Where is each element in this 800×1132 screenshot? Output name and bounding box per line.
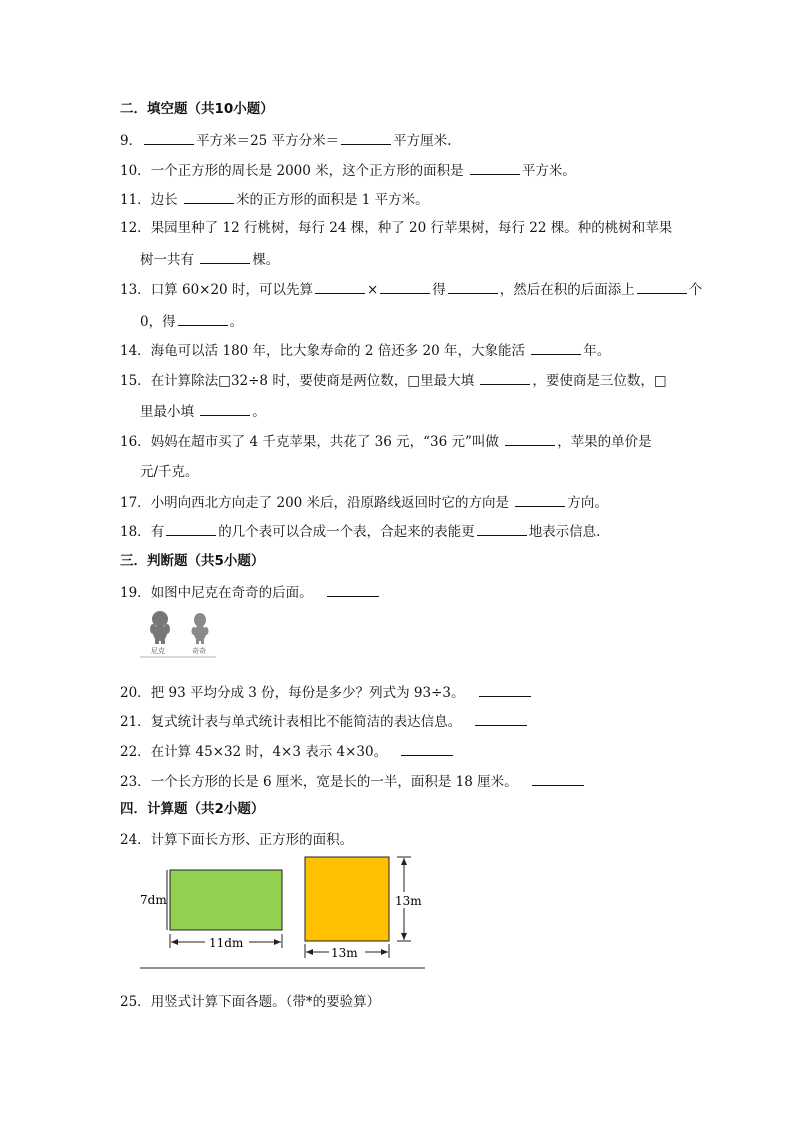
arrow-down-icon <box>401 933 407 940</box>
answer-blank[interactable] <box>515 493 565 507</box>
section-calc-heading: 四．计算题（共2小题） <box>120 801 265 817</box>
question-10 <box>120 161 576 180</box>
nick-figure-icon <box>150 611 170 644</box>
question-number: 11． <box>120 192 151 208</box>
question-21 <box>120 712 527 731</box>
question-number: 9． <box>120 133 143 149</box>
question-text: 一个长方形的长是 6 厘米，宽是长的一半，面积是 18 厘米。 <box>150 774 518 790</box>
arrow-right-icon <box>381 949 388 955</box>
question-number: 10． <box>120 163 151 179</box>
question-text: ，苹果的单价是 <box>557 434 652 450</box>
question-text: 有 <box>150 524 165 540</box>
question-text: × <box>366 282 379 298</box>
question-text: 树一共有 <box>140 252 199 268</box>
answer-blank[interactable] <box>144 131 194 145</box>
question-23 <box>120 772 584 791</box>
question-text: 如图中尼克在奇奇的后面。 <box>150 585 313 601</box>
question-text: 里最小填 <box>140 404 199 420</box>
question-text: 0，得 <box>140 314 176 330</box>
question-17 <box>120 493 608 512</box>
question-20 <box>120 683 531 702</box>
question-text: ，要使商是三位数，□ <box>532 373 667 389</box>
sq-height-label: 13m <box>395 894 422 908</box>
question-12-cont <box>140 250 279 269</box>
question-9 <box>120 131 451 150</box>
question-text: 计算下面长方形、正方形的面积。 <box>150 832 354 848</box>
answer-blank[interactable] <box>166 522 216 536</box>
question-13-cont <box>140 312 243 331</box>
question-number: 13． <box>120 282 151 298</box>
question-text: 个 <box>688 282 703 298</box>
section-judge-heading: 三．判断题（共5小题） <box>120 553 265 569</box>
question-number: 17． <box>120 495 151 511</box>
question-text: 边长 <box>150 192 182 208</box>
qiqi-figure-icon <box>192 613 209 644</box>
question-number: 23． <box>120 774 151 790</box>
question-text: ，然后在积的后面添上 <box>499 282 635 298</box>
question-12 <box>120 219 672 237</box>
answer-blank[interactable] <box>380 280 430 294</box>
answer-blank[interactable] <box>341 131 391 145</box>
question-text: 把 93 平均分成 3 份，每份是多少？列式为 93÷3。 <box>150 685 465 701</box>
question-16-cont <box>140 463 199 481</box>
question-number: 16． <box>120 434 151 450</box>
question-13 <box>120 280 702 299</box>
qiqi-label: 奇奇 <box>192 647 206 655</box>
question-text: 地表示信息. <box>528 524 601 540</box>
question-number: 15． <box>120 373 151 389</box>
arrow-left-icon <box>306 949 313 955</box>
question-number: 14． <box>120 343 151 359</box>
square-shape <box>305 857 389 941</box>
question-14 <box>120 341 610 360</box>
answer-blank[interactable] <box>475 712 527 726</box>
answer-blank[interactable] <box>200 250 250 264</box>
nick-label: 尼克 <box>151 647 165 655</box>
question-text: 在计算 45×32 时，4×3 表示 4×30。 <box>150 744 388 760</box>
characters-figure <box>140 605 218 661</box>
question-text: 妈妈在超市买了 4 千克苹果，共花了 36 元，“36 元”叫做 <box>150 434 504 450</box>
question-number: 25． <box>120 994 151 1010</box>
question-text: 用竖式计算下面各题。（带*的要验算） <box>150 994 381 1010</box>
question-18 <box>120 522 600 541</box>
question-text: 的几个表可以合成一个表，合起来的表能更 <box>218 524 475 540</box>
question-text: 平方米。 <box>521 163 576 179</box>
answer-blank[interactable] <box>184 190 234 204</box>
answer-blank[interactable] <box>477 522 527 536</box>
question-text: 。 <box>229 314 244 330</box>
arrow-left-icon <box>171 939 178 945</box>
question-11 <box>120 190 429 209</box>
answer-blank[interactable] <box>505 432 555 446</box>
question-24 <box>120 831 353 849</box>
question-15 <box>120 371 667 390</box>
question-number: 19． <box>120 585 151 601</box>
question-text: 棵。 <box>252 252 280 268</box>
question-text: 平方厘米. <box>393 133 452 149</box>
question-19 <box>120 583 379 602</box>
answer-blank[interactable] <box>531 341 581 355</box>
arrow-up-icon <box>401 858 407 865</box>
answer-blank[interactable] <box>480 371 530 385</box>
question-number: 24． <box>120 832 151 848</box>
question-22 <box>120 742 453 761</box>
question-number: 18． <box>120 524 151 540</box>
question-text: 海龟可以活 180 年，比大象寿命的 2 倍还多 20 年，大象能活 <box>150 343 530 359</box>
question-text: 一个正方形的周长是 2000 米，这个正方形的面积是 <box>150 163 468 179</box>
question-25 <box>120 993 380 1011</box>
question-text: 平方米＝25 平方分米＝ <box>196 133 340 149</box>
answer-blank[interactable] <box>448 280 498 294</box>
answer-blank[interactable] <box>327 583 379 597</box>
area-figure <box>135 852 430 974</box>
rectangle-shape <box>170 870 282 930</box>
answer-blank[interactable] <box>200 402 250 416</box>
question-text: 小明向西北方向走了 200 米后，沿原路线返回时它的方向是 <box>150 495 514 511</box>
question-text: 方向。 <box>567 495 608 511</box>
question-text: 。 <box>252 404 266 420</box>
question-number: 12． <box>120 220 151 236</box>
question-number: 22． <box>120 744 151 760</box>
question-text: 年。 <box>583 343 611 359</box>
answer-blank[interactable] <box>532 772 584 786</box>
question-text: 得 <box>432 282 446 298</box>
rect-width-label: 11dm <box>209 936 244 950</box>
section-fill-heading: 二．填空题（共10小题） <box>120 101 274 117</box>
rect-height-label: 7dm <box>140 893 167 907</box>
answer-blank[interactable] <box>470 161 520 175</box>
question-number: 21． <box>120 714 151 730</box>
question-number: 20． <box>120 685 151 701</box>
question-text: 在计算除法□32÷8 时，要使商是两位数，□里最大填 <box>150 373 479 389</box>
question-text: 米的正方形的面积是 1 平方米。 <box>235 192 429 208</box>
sq-width-label: 13m <box>331 946 358 960</box>
answer-blank[interactable] <box>178 312 228 326</box>
question-text: 复式统计表与单式统计表相比不能简洁的表达信息。 <box>150 714 462 730</box>
arrow-right-icon <box>274 939 281 945</box>
question-text: 果园里种了 12 行桃树，每行 24 棵，种了 20 行苹果树，每行 22 棵。种的桃树和苹果 <box>150 220 673 236</box>
question-15-cont <box>140 402 266 421</box>
answer-blank[interactable] <box>637 280 687 294</box>
question-text: 元/千克。 <box>140 464 199 480</box>
answer-blank[interactable] <box>315 280 365 294</box>
question-text: 口算 60×20 时，可以先算 <box>150 282 313 298</box>
answer-blank[interactable] <box>401 742 453 756</box>
answer-blank[interactable] <box>479 683 531 697</box>
question-16 <box>120 432 652 451</box>
